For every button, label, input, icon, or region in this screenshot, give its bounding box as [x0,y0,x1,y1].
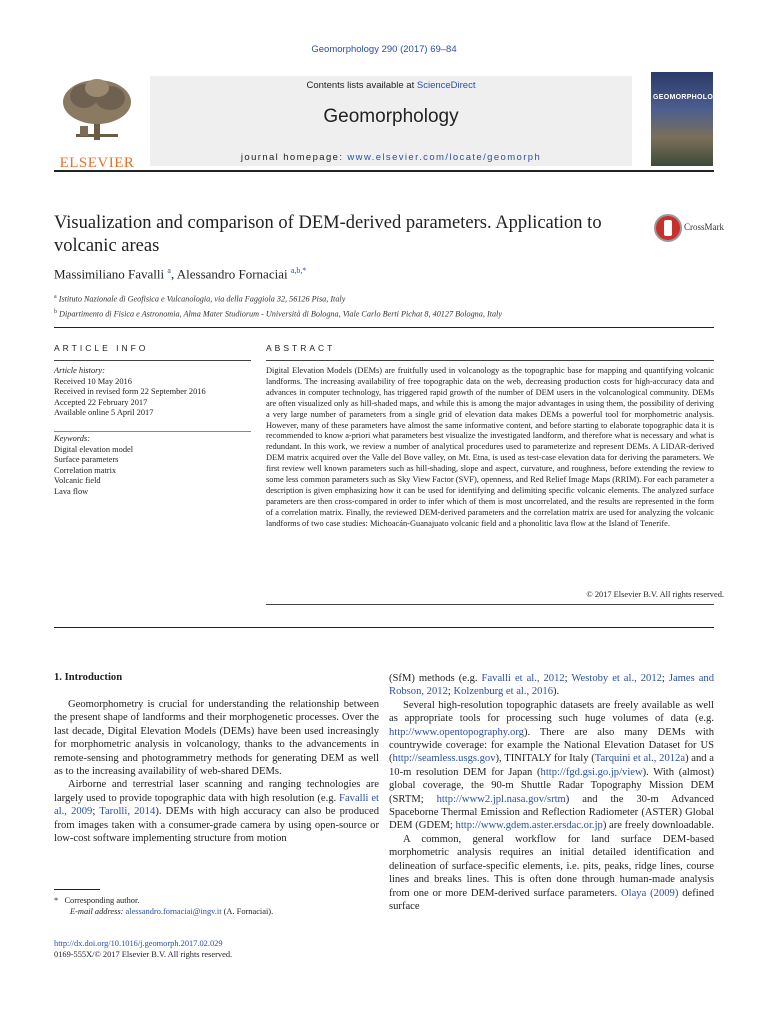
issn-line: 0169-555X/© 2017 Elsevier B.V. All rights reserved. [54,950,233,959]
article-title: Visualization and comparison of DEM-derived parameters. Application to volcanic areas [54,213,602,256]
section-heading-introduction: 1. Introduction [54,672,123,683]
crossmark-icon [654,214,682,242]
front-matter-divider [54,627,714,628]
abstract-text: Digital Elevation Models (DEMs) are fruitfully used in volcanology as the topographic base for mapping and quantifying volcanic landforms. The increasing availability of free topographic data on the web, decreasing production costs for high-accuracy data and advances in computer technology, has triggered rapid growth of the number of DEM users in the volcanological community. DEMs are often visualized only as hill-shaded maps, and while this is among the major advantages in using them, the possibility of deriving a very large number of parameters from a single grid of elevation data makes DEMs a powerful tool for morphometric analysis. However, many of these parameters have almost the same informative content, and before starting to elaborate topographic data it is recommended to know a-priori what parameters best visualize the investigated landform, and therefore what is necessary and what is redundant. In this work, we review a number of analytical procedures used to parameterize and represent DEMs. A LIDAR-derived DEM matrix acquired over the Valle del Bove valley, on Mt. Etna, is used as test-case elevation data for deriving the parameters. We first review well known parameters such as hill-shading, slope and aspect, curvature, and roughness, before extending the review to some less common parameters such as Sky View Factor (SVF), openness, and Red Relief Image Maps (RRIM). For each parameter a description is given emphasizing how it can be used for identifying and delimiting specific volcanic elements. The analyzed surface parameters are then cross-compared in order to infer which of them is most uncorrelated, and the results are represented in the form of a correlation matrix. Finally, the reviewed DEM-derived parameters and the correlation matrix are used for analyzing the volcanic landforms of two case studies: Michoacán-Guanajuato volcanic field and a phonolitic lava flow at the Island of Tenerife. [266,366,714,528]
affiliation-ref[interactable]: a [167,266,171,275]
elsevier-tree-icon [58,76,136,148]
abstract-heading: ABSTRACT [266,343,336,353]
keyword-item: Volcanic field [54,476,101,485]
doi-block [54,938,232,960]
homepage-prefix: journal homepage: [240,152,348,163]
email-line: E-mail address: alessandro.fornaciai@ingv.it (A. Fornaciai). [70,907,274,916]
contents-line [150,80,632,91]
crossmark-label: CrossMark [684,222,724,232]
email-link[interactable]: alessandro.fornaciai@ingv.it [125,907,222,916]
elsevier-logo[interactable] [54,76,140,171]
keywords-label: Keywords: [54,434,90,443]
history-item: Received 10 May 2016 [54,376,132,386]
history-label: Article history: [54,366,105,375]
author-list: Massimiliano Favalli $^a$, Alessandro Fornaciai $^{a,b,*}$ [54,266,307,282]
citation-link[interactable]: Favalli et al., 2012 [481,673,565,684]
footnote-divider [54,889,100,890]
article-info-divider [54,360,251,361]
crossmark-button[interactable] [654,214,734,244]
journal-citation[interactable]: Geomorphology 290 (2017) 69–84 [311,44,457,55]
journal-masthead [150,76,632,166]
url-link[interactable]: http://seamless.usgs.gov [392,753,496,765]
history-item: Received in revised form 22 September 2016 [54,387,206,396]
body-column-right [389,672,714,913]
keywords-divider [54,431,251,432]
keyword-item: Lava flow [54,486,89,496]
abstract-divider [266,360,714,361]
footnote [54,895,379,917]
keyword-item: Correlation matrix [54,465,117,475]
url-link[interactable]: http://fgd.gsi.go.jp/view [540,766,643,778]
keywords [54,434,251,497]
author-name[interactable]: Massimiliano Favalli [54,266,165,282]
affiliation-ref[interactable]: a,b, [290,266,303,275]
paragraph: Airborne and terrestrial laser scanning and ranging technologies are largely used to provide topographic data with high resolution (e.g. Favalli et al., 2009; Tarolli, 2014). DEMs with high accuracy can also be produced from images taken with a consumer-grade camera by using open-source or low-cost software implementing structure from motion [54,779,379,845]
homepage-line [150,152,632,163]
url-link[interactable]: http://www2.jpl.nasa.gov/srtm [436,793,566,805]
contents-prefix: Contents lists available at [306,80,417,91]
article-info-heading: ARTICLE INFO [54,343,149,353]
publisher-name: ELSEVIER [59,155,135,171]
affiliations [54,291,502,320]
url-link[interactable]: http://www.opentopography.org [389,726,524,738]
affiliation-item: $^a$ Istituto Nazionale di Geofisica e Vulcanologia, via della Faggiola 32, 56126 Pisa, Italy [54,294,346,304]
paragraph: (SfM) methods (e.g. Favalli et al., 2012; Westoby et al., 2012; James and Robson, 2012; Kolzenburg et al., 2016). [389,673,715,698]
citation-link[interactable]: Tarolli, 2014 [99,806,156,818]
sciencedirect-link[interactable]: ScienceDirect [416,80,476,91]
citation-link[interactable]: Tarquini et al., 2012a [594,753,686,765]
abstract-bottom-divider [266,604,714,605]
url-link[interactable]: http://www.gdem.aster.ersdac.or.jp [455,820,603,832]
citation-link[interactable]: Olaya (2009) [620,887,679,899]
corresponding-note: * Corresponding author. [54,896,140,905]
affiliation-item: $^b$ Dipartimento di Fisica e Astronomia, Alma Mater Studiorum - Università di Bologna, Viale Carlo Berti Pichat 8, 40127 Bologna, Italy [54,308,502,319]
cover-title: GEOMORPHOLOGY [653,94,724,101]
keyword-item: Surface parameters [54,455,119,464]
body-column-left [54,698,379,845]
paragraph: Geomorphometry is crucial for understanding the relationship between the present shape of landforms and their morphogenetic processes. Over the last decade, Digital Elevation Models (DEMs) have been used increasingly for morphometric analysis in volcanology, thanks to the advancements in remote-sensing and photogrammetry methods for generating DEM as well as to the increasing availability of web-shared DEMs. [54,699,379,778]
journal-title: Geomorphology [323,106,459,127]
citation-link[interactable]: Favalli et al., 2009 [54,792,379,818]
paragraph: Several high-resolution topographic datasets are freely available as well as appropriate tools for processing such huge volumes of data (e.g. http://www.opentopography.org). There are also many DEMs with countrywide coverage: for example the National Elevation Dataset for US (http://seamless.usgs.gov), TINITALY for Italy (Tarquini et al., 2012a) and a 10-m resolution DEM for Japan (http://fgd.gsi.go.jp/view). With (almost) global coverage, the 90-m Shuttle Radar Topography Mission DEM (SRTM; http://www2.jpl.nasa.gov/srtm) and the 30-m Advanced Spaceborne Thermal Emission and Reflection Radiometer (ASTER) Global DEM (GDEM; http://www.gdem.aster.ersdac.or.jp) are freely downloadable. [389,699,715,832]
paragraph: A common, general workflow for land surface DEM-based morphometric analysis requires an initial detailed identification and delineation of surface-specific elements, i.e. pits, peaks, ridge lines, course lines and breaks lines. This is often done through human-made analysis from one or more DEM-derived surface parameters. Olaya (2009) defined surface [389,833,714,912]
doi-link[interactable]: http://dx.doi.org/10.1016/j.geomorph.2017.02.029 [54,939,223,948]
citation-link[interactable]: Westoby et al., 2012 [571,673,662,684]
history-item: Accepted 22 February 2017 [54,397,148,407]
journal-cover-image[interactable] [651,72,724,166]
section-divider [54,327,714,328]
header-divider [54,170,714,172]
history-item: Available online 5 April 2017 [54,408,154,417]
citation-link[interactable]: Kolzenburg et al., 2016 [453,686,554,698]
abstract-copyright: © 2017 Elsevier B.V. All rights reserved. [586,590,724,599]
keyword-item: Digital elevation model [54,444,134,454]
homepage-link[interactable]: www.elsevier.com/locate/geomorph [347,152,542,163]
corresponding-author-mark[interactable]: * [302,266,307,275]
author-name[interactable]: Alessandro Fornaciai [176,266,288,282]
citation-link[interactable]: James and Robson, 2012 [389,673,715,698]
article-history [54,366,251,419]
